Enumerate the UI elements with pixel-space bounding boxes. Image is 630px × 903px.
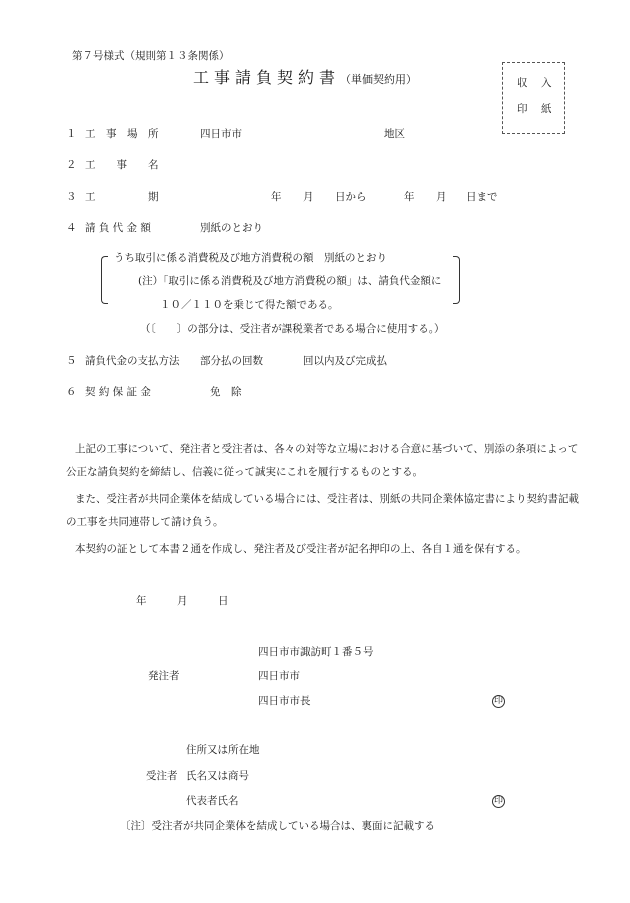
stamp-char: 印 [517, 103, 528, 115]
item-number: ２ [66, 159, 77, 171]
tax-bracket-right [453, 256, 460, 304]
body-paragraph-1a: 上記の工事について、発注者と受注者は、各々の対等な立場における合意に基づいて、別添の条項によって [75, 443, 579, 455]
date-year: 年 [136, 595, 147, 607]
tax-note-2: １０／１１０を乗じて得た額である。 [160, 299, 339, 311]
contractor-rep-label: 代表者氏名 [186, 795, 239, 807]
body-paragraph-2b: の工事を共同連帯して請け負う。 [66, 516, 224, 528]
item-label-amount: 請 負 代 金 額 [85, 222, 151, 234]
item-label-site: 工 事 場 所 [85, 128, 159, 140]
item-label-name: 工 事 名 [85, 159, 159, 171]
period-to-year: 年 [404, 191, 415, 203]
item-number: ４ [66, 222, 77, 234]
tax-line: うち取引に係る消費税及び地方消費税の額 別紙のとおり [114, 252, 387, 264]
contractor-label: 受注者 [146, 770, 178, 782]
site-city: 四日市市 [200, 128, 242, 140]
site-district: 地区 [384, 128, 405, 140]
stamp-char: 入 [541, 77, 552, 89]
item-number: ３ [66, 191, 77, 203]
period-to-day: 日まで [466, 191, 498, 203]
item-label-payment: 請負代金の支払方法 [85, 355, 180, 367]
orderer-address: 四日市市諏訪町１番５号 [258, 646, 374, 658]
item-label-deposit: 契 約 保 証 金 [85, 386, 151, 398]
body-paragraph-1b: 公正な請負契約を締結し、信義に従って誠実にこれを履行するものとする。 [66, 466, 423, 478]
form-number: 第７号様式（規則第１３条関係） [72, 50, 230, 62]
stamp-char: 紙 [541, 103, 552, 115]
item-number: ５ [66, 355, 77, 367]
period-from-day: 日から [335, 191, 367, 203]
contractor-seal-mark: 印 [493, 796, 503, 806]
payment-completion: 回以内及び完成払 [303, 355, 387, 367]
orderer-label: 発注者 [148, 670, 180, 682]
orderer-seal-mark: 印 [493, 696, 503, 706]
body-paragraph-2a: また、受注者が共同企業体を結成している場合には、受注者は、別紙の共同企業体協定書により契約書記載 [75, 493, 579, 505]
date-month: 月 [177, 595, 188, 607]
footnote: 〔注〕受注者が共同企業体を結成している場合は、裏面に記載する [120, 820, 435, 832]
date-day: 日 [218, 595, 229, 607]
orderer-name: 四日市市 [258, 670, 300, 682]
deposit-value: 免 除 [210, 386, 242, 398]
title-main: 工事請負契約書 [193, 68, 341, 87]
item-number: １ [66, 128, 77, 140]
contractor-address-label: 住所又は所在地 [186, 744, 260, 756]
period-from-month: 月 [303, 191, 314, 203]
title-sub: （単価契約用） [340, 73, 418, 86]
contractor-name-label: 氏名又は商号 [186, 770, 249, 782]
period-from-year: 年 [271, 191, 282, 203]
stamp-char: 収 [517, 77, 528, 89]
tax-note-3: （〔 〕の部分は、受注者が課税業者である場合に使用する。） [140, 323, 445, 335]
tax-bracket-left [101, 256, 108, 304]
document-title [193, 68, 417, 87]
orderer-representative: 四日市市長 [258, 695, 311, 707]
body-paragraph-3: 本契約の証として本書２通を作成し、発注者及び受注者が記名押印の上、各自１通を保有する。 [75, 543, 527, 555]
tax-note-1: (注）「取引に係る消費税及び地方消費税の額」は、請負代金額に [138, 275, 442, 287]
period-to-month: 月 [436, 191, 447, 203]
amount-value: 別紙のとおり [200, 222, 263, 234]
revenue-stamp-box [502, 62, 565, 134]
item-number: ６ [66, 386, 77, 398]
item-label-period: 工 期 [85, 191, 159, 203]
payment-installments: 部分払の回数 [200, 355, 263, 367]
